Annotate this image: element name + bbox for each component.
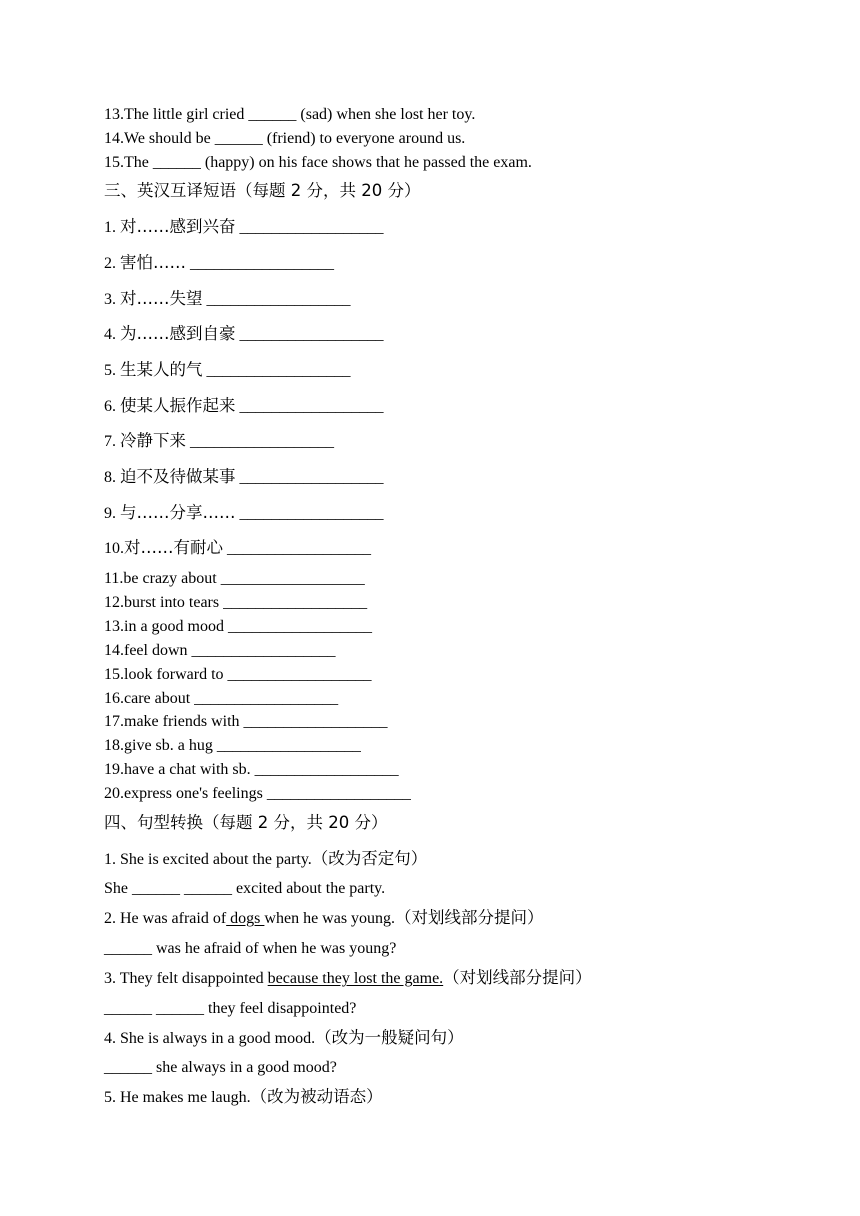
transform-question-3 bbox=[104, 970, 592, 987]
section-3-heading-label: 三、英汉互译短语 bbox=[104, 181, 236, 200]
item-number: 4. bbox=[104, 326, 120, 343]
phrase-item-13: 13.in a good mood __________________ bbox=[104, 618, 372, 635]
phrase-item-20: 20.express one's feelings __________________ bbox=[104, 785, 411, 802]
question-instruction: （对划线部分提问） bbox=[443, 968, 592, 987]
question-text: 4. She is always in a good mood. bbox=[104, 1030, 316, 1047]
question-text: 3. They felt disappointed bbox=[104, 970, 268, 987]
item-blank: __________________ bbox=[202, 362, 351, 379]
phrase-item-18: 18.give sb. a hug __________________ bbox=[104, 737, 361, 754]
question-instruction: （改为一般疑问句） bbox=[315, 1028, 464, 1047]
phrase-item-14: 14.feel down __________________ bbox=[104, 642, 336, 659]
item-number: 1. bbox=[104, 219, 120, 236]
question-instruction: （对划线部分提问） bbox=[395, 908, 544, 927]
item-blank: __________________ bbox=[186, 433, 334, 450]
phrase-item-8 bbox=[104, 469, 384, 486]
question-text-rest: when he was young. bbox=[264, 910, 396, 927]
transform-question-2 bbox=[104, 910, 544, 927]
item-chinese: 为……感到自豪 bbox=[120, 324, 236, 343]
transform-question-1 bbox=[104, 851, 427, 868]
phrase-item-1 bbox=[104, 219, 384, 236]
phrase-item-19: 19.have a chat with sb. __________________ bbox=[104, 761, 399, 778]
question-14: 14.We should be ______ (friend) to everyone around us. bbox=[104, 130, 466, 147]
item-blank: __________________ bbox=[235, 326, 384, 343]
item-blank: __________________ bbox=[186, 255, 334, 272]
transform-answer-3: ______ ______ they feel disappointed? bbox=[104, 1000, 357, 1017]
phrase-item-4 bbox=[104, 326, 384, 343]
phrase-item-10 bbox=[104, 540, 371, 557]
transform-answer-1: She ______ ______ excited about the party. bbox=[104, 880, 386, 897]
underlined-part: because they lost the game. bbox=[267, 970, 444, 987]
phrase-item-16: 16.care about __________________ bbox=[104, 690, 339, 707]
item-chinese: 生某人的气 bbox=[120, 360, 203, 379]
section-3-heading-note: （每题 2 分，共 20 分） bbox=[236, 181, 421, 200]
item-chinese: 害怕…… bbox=[120, 253, 186, 272]
item-chinese: 对……感到兴奋 bbox=[120, 217, 236, 236]
transform-answer-2: ______ was he afraid of when he was young? bbox=[104, 940, 397, 957]
section-4-heading-note: （每题 2 分，共 20 分） bbox=[203, 813, 388, 832]
item-blank: __________________ bbox=[202, 291, 351, 308]
item-number: 9. bbox=[104, 505, 120, 522]
item-number: 5. bbox=[104, 362, 120, 379]
phrase-item-15: 15.look forward to __________________ bbox=[104, 666, 372, 683]
question-text: 5. He makes me laugh. bbox=[104, 1089, 251, 1106]
item-blank: __________________ bbox=[235, 398, 384, 415]
phrase-item-7 bbox=[104, 433, 334, 450]
item-number: 8. bbox=[104, 469, 120, 486]
item-chinese: 迫不及待做某事 bbox=[120, 467, 236, 486]
item-number: 2. bbox=[104, 255, 120, 272]
question-15: 15.The ______ (happy) on his face shows that he passed the exam. bbox=[104, 154, 532, 171]
item-number: 3. bbox=[104, 291, 120, 308]
phrase-item-17: 17.make friends with __________________ bbox=[104, 713, 388, 730]
item-blank: __________________ bbox=[235, 219, 384, 236]
item-number: 7. bbox=[104, 433, 120, 450]
transform-answer-4: ______ she always in a good mood? bbox=[104, 1059, 337, 1076]
item-chinese: 使某人振作起来 bbox=[120, 396, 236, 415]
item-blank: __________________ bbox=[235, 469, 384, 486]
question-instruction: （改为被动语态） bbox=[250, 1087, 383, 1106]
phrase-item-11: 11.be crazy about __________________ bbox=[104, 570, 365, 587]
item-chinese: 对……失望 bbox=[120, 289, 203, 308]
item-chinese: 与……分享…… bbox=[120, 503, 236, 522]
item-blank: __________________ bbox=[235, 505, 384, 522]
phrase-item-2 bbox=[104, 255, 334, 272]
phrase-item-6 bbox=[104, 398, 384, 415]
question-text: 2. He was afraid of bbox=[104, 910, 227, 927]
section-4-heading-label: 四、句型转换 bbox=[104, 813, 203, 832]
question-instruction: （改为否定句） bbox=[311, 849, 428, 868]
underlined-part: dogs bbox=[226, 910, 265, 927]
transform-question-4 bbox=[104, 1030, 464, 1047]
item-chinese: 冷静下来 bbox=[120, 431, 186, 450]
phrase-item-5 bbox=[104, 362, 351, 379]
item-chinese: 对……有耐心 bbox=[124, 538, 223, 557]
phrase-item-9 bbox=[104, 505, 384, 522]
section-3-heading bbox=[104, 182, 420, 200]
item-number: 10. bbox=[104, 540, 124, 557]
phrase-item-12: 12.burst into tears __________________ bbox=[104, 594, 368, 611]
item-number: 6. bbox=[104, 398, 120, 415]
question-text: 1. She is excited about the party. bbox=[104, 851, 312, 868]
question-13: 13.The little girl cried ______ (sad) when she lost her toy. bbox=[104, 106, 476, 123]
transform-question-5 bbox=[104, 1089, 383, 1106]
item-blank: __________________ bbox=[223, 540, 371, 557]
phrase-item-3 bbox=[104, 291, 351, 308]
section-4-heading bbox=[104, 814, 387, 832]
